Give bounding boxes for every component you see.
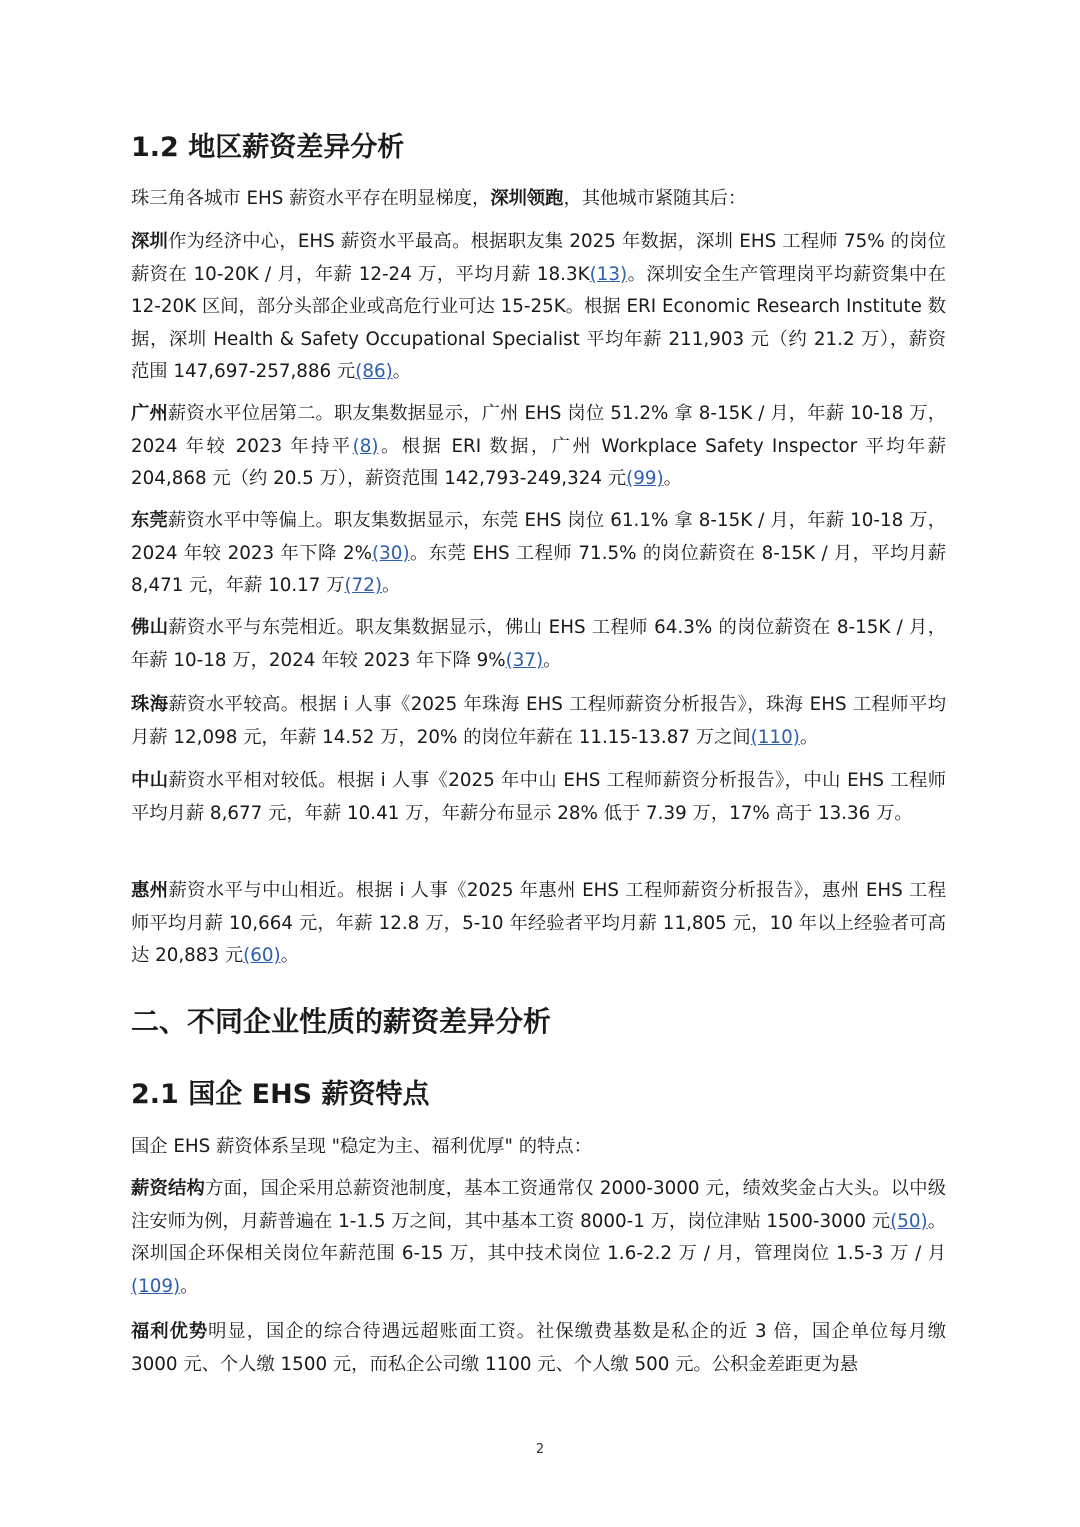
text-run: 国企 EHS 薪资体系呈现 "稳定为主、福利优厚" 的特点： [131,1136,592,1157]
citation-link[interactable]: (60) [243,945,281,967]
citation-link[interactable]: (72) [344,575,383,597]
bold-term: 薪资结构 [131,1178,206,1199]
text-run: 。 [280,945,299,967]
citation-link[interactable]: (37) [505,649,544,671]
text-run: 明显，国企的综合待遇远超账面工资。社保缴费基数是私企的近 3 倍，国企单位每月缴 3000 元、个人缴 1500 元，而私企公司缴 1100 元、个人缴 500 元。公积金差距更为悬 [131,1321,946,1375]
text-run: 。 [392,361,412,383]
bold-term: 珠海 [131,694,169,715]
text-run: ，其他城市紧随其后： [563,188,747,209]
text-run: 。 [382,575,401,597]
text-run: 方面，国企采用总薪资池制度，基本工资通常仅 2000-3000 元，绩效奖金占大头。以中级注安师为例，月薪普遍在 1-1.5 万之间，其中基本工资 8000-1 万，岗位津贴 1500-3000 元 [131,1178,946,1232]
bold-term: 惠州 [131,880,169,901]
citation-link[interactable]: (8) [352,435,379,457]
text-run: 薪资水平较高。根据 i 人事《2025 年珠海 EHS 工程师薪资分析报告》，珠海 EHS 工程师平均月薪 12,098 元，年薪 14.52 万，20% 的岗位年薪在 11.15-13.87 万之间 [131,694,946,748]
bold-term: 佛山 [131,617,169,638]
bold-term: 深圳领跑 [490,188,564,209]
text-run: 薪资水平与中山相近。根据 i 人事《2025 年惠州 EHS 工程师薪资分析报告》，惠州 EHS 工程师平均月薪 10,664 元，年薪 12.8 万，5-10 年经验者平均月薪 11,805 元，10 年以上经验者可高达 20,883 元 [131,880,946,967]
paragraph [131,1316,946,1381]
chapter-heading: 二、不同企业性质的薪资差异分析 [131,1005,552,1038]
citation-link[interactable]: (99) [626,468,664,490]
bold-term: 广州 [131,403,168,424]
paragraph [131,183,946,216]
citation-link[interactable]: (30) [372,542,410,564]
bold-term: 中山 [131,770,169,791]
text-run: 。 [543,649,562,671]
text-run: 。深圳国企环保相关岗位年薪范围 6-15 万，其中技术岗位 1.6-2.2 万 / 月，管理岗位 1.5-3 万 / 月 [131,1210,946,1265]
bold-term: 福利优势 [131,1321,209,1342]
text-run: 薪资水平相对较低。根据 i 人事《2025 年中山 EHS 工程师薪资分析报告》，中山 EHS 工程师平均月薪 8,677 元，年薪 10.41 万，年薪分布显示 28% 低于 7.39 万，17% 高于 13.36 万。 [131,770,946,824]
text-run: 作为经济中心，EHS 薪资水平最高。根据职友集 2025 年数据，深圳 EHS 工程师 75% 的岗位薪资在 10-20K / 月，年薪 12-24 万，平均月薪 18.3K [131,231,947,285]
paragraph [131,1173,946,1303]
text-run: 珠三角各城市 EHS 薪资水平存在明显梯度， [131,188,491,209]
text-run: 。根据 ERI 数据，广州 Workplace Safety Inspector 平均年薪 204,868 元（约 20.5 万），薪资范围 142,793-249,324 元 [131,435,946,490]
page-number: 2 [535,1442,545,1457]
text-run: 。东莞 EHS 工程师 71.5% 的岗位薪资在 8-15K / 月，平均月薪 8,471 元，年薪 10.17 万 [131,542,946,597]
paragraph [131,875,946,973]
text-run: 薪资水平位居第二。职友集数据显示，广州 EHS 岗位 51.2% 拿 8-15K / 月，年薪 10-18 万，2024 年较 2023 年持平 [131,403,946,457]
text-run: 。深圳安全生产管理岗平均薪资集中在 12-20K 区间，部分头部企业或高危行业可达 15-25K。根据 ERI Economic Research Institute 数据，深圳 Health & Safety Occupational Specialist 平均年薪 211,903 元（约 21.2 万），薪资范围 147,697-257,886 元 [131,263,947,383]
section-heading: 1.2 地区薪资差异分析 [131,132,405,163]
text-run: 薪资水平与东莞相近。职友集数据显示，佛山 EHS 工程师 64.3% 的岗位薪资在 8-15K / 月，年薪 10-18 万，2024 年较 2023 年下降 9% [131,617,946,671]
paragraph [131,226,946,389]
paragraph [131,1131,946,1164]
bold-term: 东莞 [131,510,168,531]
citation-link[interactable]: (86) [355,361,393,383]
paragraph [131,765,946,830]
paragraph [131,612,946,677]
citation-link[interactable]: (13) [589,263,628,285]
bold-term: 深圳 [131,231,169,252]
text-run: 。 [799,726,819,748]
paragraph [131,505,946,603]
citation-link[interactable]: (109) [131,1275,181,1297]
text-run: 。 [663,468,682,490]
text-run: 薪资水平中等偏上。职友集数据显示，东莞 EHS 岗位 61.1% 拿 8-15K / 月，年薪 10-18 万，2024 年较 2023 年下降 2% [131,510,946,564]
section-heading: 2.1 国企 EHS 薪资特点 [131,1079,430,1110]
text-run: 。 [180,1275,199,1297]
paragraph [131,689,946,754]
citation-link[interactable]: (110) [750,726,800,748]
paragraph [131,398,946,496]
citation-link[interactable]: (50) [890,1210,928,1232]
